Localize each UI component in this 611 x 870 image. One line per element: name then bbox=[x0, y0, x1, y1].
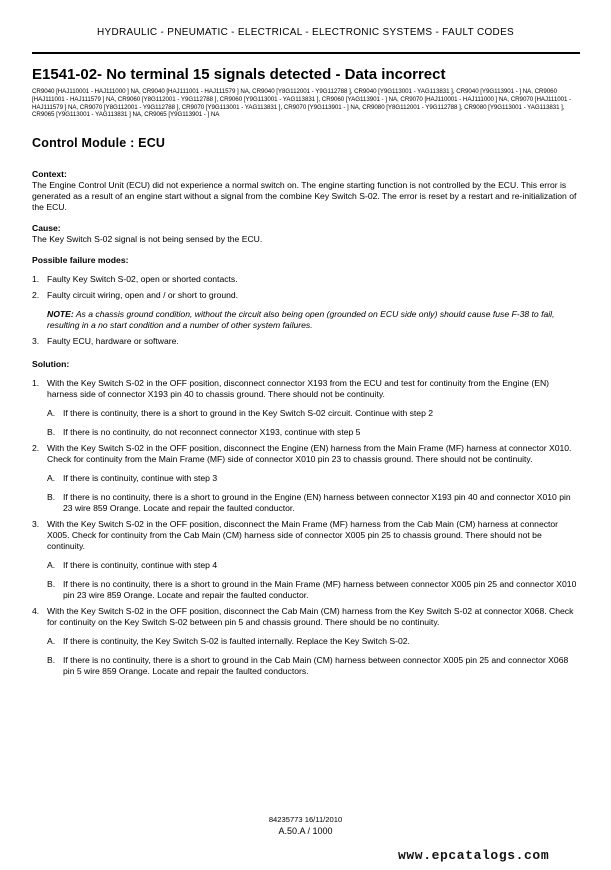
note-text: As a chassis ground condition, without the circuit also being open (grounded on ECU side only) should cause fuse F-38 to fail, resulting in a no start condition and a number of other system failures. bbox=[47, 309, 555, 331]
page-header: HYDRAULIC - PNEUMATIC - ELECTRICAL - ELECTRONIC SYSTEMS - FAULT CODES bbox=[96, 27, 515, 38]
document-body bbox=[32, 66, 580, 677]
failure-mode-item: 2. Faulty circuit wiring, open and / or short to ground. bbox=[32, 290, 239, 301]
solution-step: 4. With the Key Switch S-02 in the OFF position, disconnect the Cab Main (CM) harness from the Key Switch S-02 at connector X068. Check for continuity on the Key Switch S-02 between pin 5 and chassis ground. There should be no continuity. bbox=[32, 606, 574, 628]
solution-substep: A. If there is continuity, continue with step 3 bbox=[47, 473, 218, 484]
cause-heading: Cause: bbox=[32, 223, 61, 234]
fault-code-title: E1541-02- No terminal 15 signals detected - Data incorrect bbox=[32, 66, 446, 83]
document-code: 84235773 16/11/2010 bbox=[268, 815, 343, 824]
solution-step: 3. With the Key Switch S-02 in the OFF position, disconnect the Main Frame (MF) harness from the Cab Main (CM) harness at connector X005. Check for continuity from the Cab Main (CM) harness side of connector X005 pin 25 to chassis ground. There should not be continuity. bbox=[32, 519, 559, 552]
note bbox=[47, 309, 580, 331]
solution-substep: A. If there is continuity, continue with step 4 bbox=[47, 560, 218, 571]
solution-substep: A. If there is continuity, there is a short to ground in the Key Switch S-02 circuit. Continue with step 2 bbox=[47, 408, 434, 419]
context-heading: Context: bbox=[32, 169, 67, 180]
solution-step: 1. With the Key Switch S-02 in the OFF position, disconnect connector X193 from the ECU and test for continuity from the Engine (EN) harness side of connector X193 pin 40 to chassis ground. There should not be continuity. bbox=[32, 378, 550, 400]
cause-text: The Key Switch S-02 signal is not being sensed by the ECU. bbox=[32, 234, 263, 245]
context-text: The Engine Control Unit (ECU) did not experience a normal switch on. The engine starting function is not controlled by the ECU. This error is generated as a result of an engine start without a signal from the combine Key Switch S-02. The error is reset by a restart and re-initialization of the ECU. bbox=[32, 180, 577, 213]
solution-substep: B. If there is no continuity, do not reconnect connector X193, continue with step 5 bbox=[47, 427, 361, 438]
solution-substep: B. If there is no continuity, there is a short to ground in the Main Frame (MF) harness between connector X005 pin 25 and connector X010 pin 23 wire 859 Orange. Locate and repair the faulted conductor. bbox=[47, 579, 577, 601]
failure-mode-item: 3. Faulty ECU, hardware or software. bbox=[32, 336, 179, 347]
note-label: NOTE: bbox=[47, 309, 74, 320]
model-applicability: CR9040 [HAJ110001 - HAJ111000 ] NA, CR9040 [HAJ111001 - HAJ111579 ] NA, CR9040 [Y8G112001 - Y9G112788 ], CR9040 [Y9G113001 - YAG113831 ], CR9040 [Y9G113901 - ] NA, CR9060 [HAJ111001 - HAJ111579 ] NA, CR9060 [Y8G112001 - Y9G112788 ], CR9060 [Y9G113001 - YAG113831 ], CR9060 [YAG113901 - ] NA, CR9070 [HAJ110001 - HAJ111000 ] NA, CR9070 [HAJ111001 - HAJ111579 ] NA, CR9070 [Y8G112001 - Y9G112788 ], CR9070 [Y9G113001 - YAG113831 ], CR9070 [Y9G113901 - ] NA, CR9080 [Y8G112001 - Y9G112788 ], CR9080 [Y9G113001 - YAG113831 ], CR9065 [Y9G113001 - YAG113831 ] NA, CR9065 [Y9G113901 - ] NA bbox=[32, 88, 572, 119]
solution-substep: B. If there is no continuity, there is a short to ground in the Cab Main (CM) harness between connector X005 pin 25 and connector X068 pin 5 wire 859 Orange. Locate and repair the faulted conductors. bbox=[47, 655, 569, 677]
failure-mode-item: 1. Faulty Key Switch S-02, open or shorted contacts. bbox=[32, 274, 238, 285]
failure-modes-heading: Possible failure modes: bbox=[32, 255, 129, 266]
page-number: A.50.A / 1000 bbox=[278, 826, 333, 836]
watermark: www.epcatalogs.com bbox=[398, 848, 550, 863]
control-module-heading: Control Module : ECU bbox=[32, 136, 166, 151]
header-divider bbox=[32, 52, 580, 54]
solution-substep: A. If there is continuity, the Key Switch S-02 is faulted internally. Replace the Key Switch S-02. bbox=[47, 636, 410, 647]
solution-step: 2. With the Key Switch S-02 in the OFF position, disconnect the Engine (EN) harness from the Main Frame (MF) harness at connector X010. Check for continuity from the Main Frame (MF) side of connector X010 pin 23 to chassis ground. There should not be continuity. bbox=[32, 443, 572, 465]
solution-substep: B. If there is no continuity, there is a short to ground in the Engine (EN) harness between connector X193 pin 40 and connector X010 pin 23 wire 859 Orange. Locate and repair the faulted conductor. bbox=[47, 492, 571, 514]
solution-heading: Solution: bbox=[32, 359, 70, 370]
